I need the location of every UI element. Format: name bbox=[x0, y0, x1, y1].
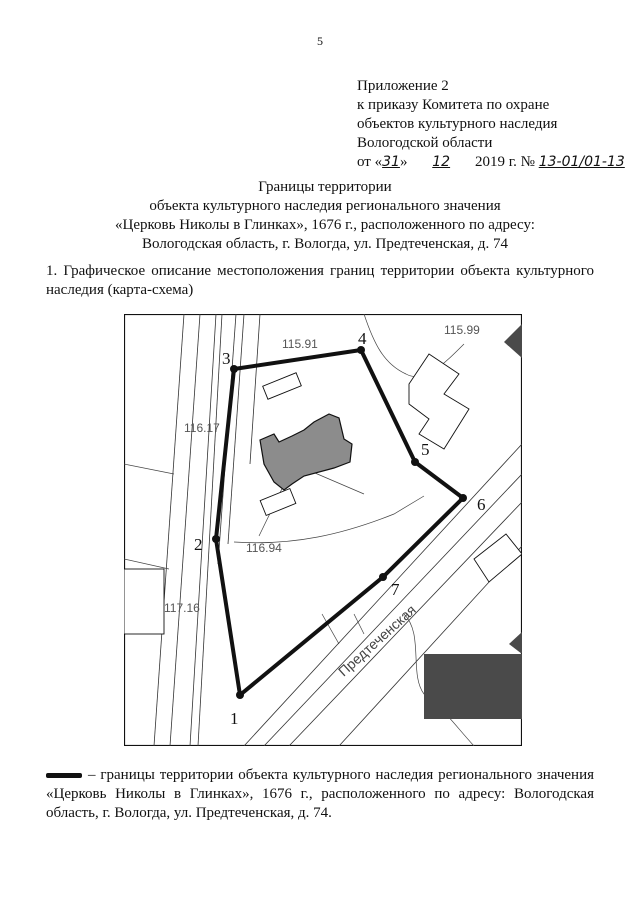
point-label: 6 bbox=[477, 495, 486, 514]
appendix-date-line bbox=[357, 153, 627, 172]
order-number: 13-01/01-13 bbox=[538, 154, 625, 170]
appendix-line: Приложение 2 bbox=[357, 78, 449, 94]
appendix-header bbox=[357, 77, 627, 172]
elevation-label: 116.94 bbox=[246, 541, 282, 555]
point-label: 4 bbox=[358, 329, 367, 348]
boundary-point bbox=[379, 573, 387, 581]
legend-line-symbol bbox=[46, 773, 82, 778]
boundary-point bbox=[230, 365, 238, 373]
title-line: Вологодская область, г. Вологда, ул. Предтеченская, д. 74 bbox=[142, 236, 508, 252]
date-year: 2019 г. № bbox=[474, 154, 535, 170]
legend-text: – границы территории объекта культурного наследия регионального значения «Церковь Николы в Глинках», 1676 г., расположенного по адресу: Вологодская область, г. Вологда, ул. Предтеченская, д. 74. bbox=[46, 767, 594, 821]
point-label: 3 bbox=[222, 349, 231, 368]
title-line: «Церковь Николы в Глинках», 1676 г., расположенного по адресу: bbox=[115, 217, 535, 233]
date-month: 12 bbox=[432, 154, 451, 170]
date-mid: » bbox=[399, 154, 408, 170]
elevation-label: 115.99 bbox=[444, 323, 480, 337]
appendix-line: объектов культурного наследия bbox=[357, 116, 558, 132]
elevation-label: 116.17 bbox=[184, 421, 220, 435]
street-label: Предтеченская bbox=[334, 601, 419, 680]
boundary-point bbox=[236, 691, 244, 699]
point-label: 1 bbox=[230, 709, 239, 728]
elevation-label: 117.16 bbox=[164, 601, 200, 615]
point-label: 7 bbox=[391, 580, 400, 599]
appendix-line: к приказу Комитета по охране bbox=[357, 97, 550, 113]
page-number: 5 bbox=[317, 34, 323, 48]
document-title bbox=[60, 178, 590, 254]
boundary-map bbox=[124, 314, 522, 746]
point-label: 5 bbox=[421, 440, 430, 459]
date-prefix: от « bbox=[357, 154, 383, 170]
section-heading: 1. Графическое описание местоположения границ территории объекта культурного наследия (карта-схема) bbox=[46, 263, 594, 298]
elevation-label: 115.91 bbox=[282, 337, 318, 351]
point-label: 2 bbox=[194, 535, 203, 554]
date-day: 31 bbox=[382, 154, 400, 170]
map-legend bbox=[46, 766, 594, 823]
boundary-point bbox=[212, 535, 220, 543]
boundary-point bbox=[459, 494, 467, 502]
boundary-point bbox=[411, 458, 419, 466]
title-line: объекта культурного наследия регионального значения bbox=[149, 198, 501, 214]
title-line: Границы территории bbox=[258, 179, 392, 195]
appendix-line: Вологодской области bbox=[357, 135, 493, 151]
